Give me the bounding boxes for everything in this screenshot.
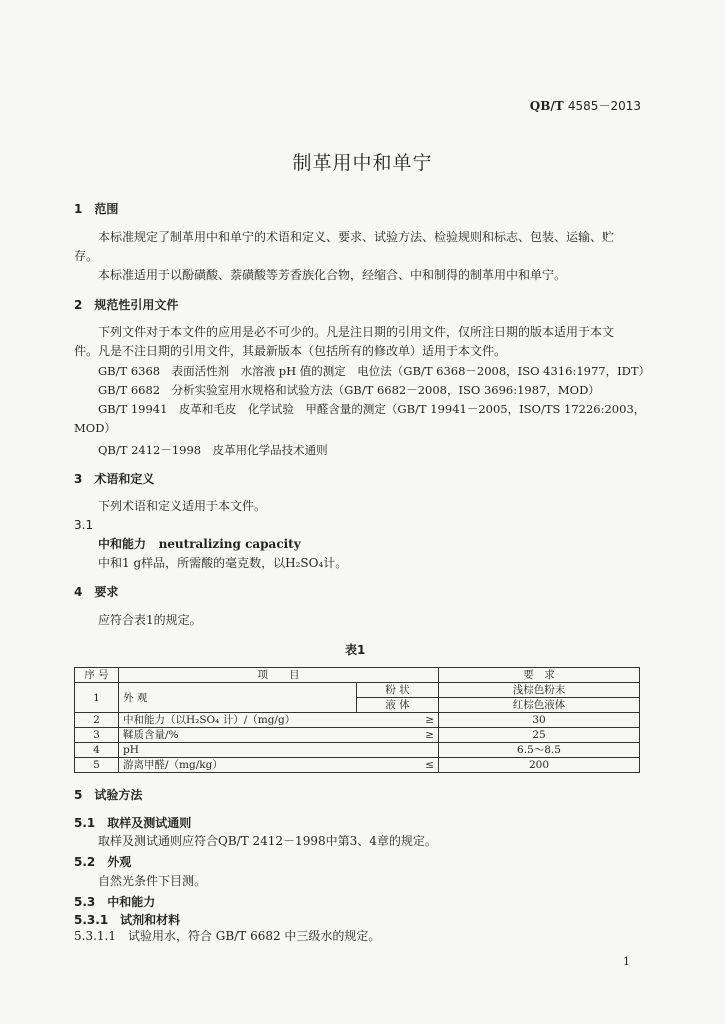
clause-5-1-para: 取样及测试通则应符合QB/T 2412－1998中第3、4章的规定。 bbox=[98, 834, 437, 848]
clause-5-1-heading: 5.1 取样及测试通则 bbox=[74, 816, 192, 830]
table-cell: 25 bbox=[439, 728, 640, 743]
table-cell bbox=[119, 758, 439, 773]
header-cell: 要 求 bbox=[439, 668, 640, 683]
header-cell: 项 目 bbox=[119, 668, 439, 683]
section-3-heading: 3 术语和定义 bbox=[74, 472, 155, 486]
table-cell: 浅棕色粉末 bbox=[439, 683, 640, 698]
reference-item: GB/T 6682 分析实验室用水规格和试验方法（GB/T 6682－2008，ISO 3696:1987，MOD） bbox=[98, 383, 600, 397]
reference-item: GB/T 19941 皮革和毛皮 化学试验 甲醛含量的测定（GB/T 19941－2005，ISO/TS 17226:2003， bbox=[98, 402, 646, 416]
section-5-heading: 5 试验方法 bbox=[74, 788, 143, 802]
table-cell bbox=[119, 743, 439, 758]
table-cell: 5 bbox=[75, 758, 119, 773]
term-definition-title bbox=[98, 534, 301, 554]
table-cell: 4 bbox=[75, 743, 119, 758]
section-2-heading: 2 规范性引用文件 bbox=[74, 298, 179, 312]
section-4-para: 应符合表1的规定。 bbox=[98, 613, 202, 627]
term-chinese: 中和能力 bbox=[98, 537, 147, 551]
section-4-heading: 4 要求 bbox=[74, 585, 119, 599]
table-row bbox=[75, 743, 640, 758]
table-row bbox=[75, 713, 640, 728]
table-row bbox=[75, 683, 640, 698]
item-label: 鞣质含量/% bbox=[123, 729, 179, 741]
table-cell: 30 bbox=[439, 713, 640, 728]
reference-item: QB/T 2412－1998 皮革用化学品技术通则 bbox=[98, 443, 328, 457]
table-cell: 粉 状 bbox=[357, 683, 439, 698]
section-3-para: 下列术语和定义适用于本文件。 bbox=[98, 499, 267, 513]
term-english: neutralizing capacity bbox=[158, 537, 301, 551]
clause-5-3-1-heading: 5.3.1 试剂和材料 bbox=[74, 913, 181, 927]
clause-5-2-para: 自然光条件下目测。 bbox=[98, 874, 207, 888]
reference-item-cont: MOD） bbox=[74, 421, 116, 435]
document-title: 制革用中和单宁 bbox=[292, 152, 433, 174]
table-cell bbox=[119, 728, 439, 743]
item-label: pH bbox=[123, 744, 139, 756]
item-label: 中和能力（以H₂SO₄ 计）/（mg/g） bbox=[123, 714, 296, 726]
comparison-operator: ≥ bbox=[425, 714, 434, 726]
section-1-para-1-cont: 存。 bbox=[74, 249, 99, 263]
table-cell: 红棕色液体 bbox=[439, 698, 640, 713]
reference-item: GB/T 6368 表面活性剂 水溶液 pH 值的测定 电位法（GB/T 6368－2008，ISO 4316:1977，IDT） bbox=[98, 364, 651, 378]
table-cell: 外 观 bbox=[119, 683, 357, 713]
section-1-para-2: 本标准适用于以酚磺酸、萘磺酸等芳香族化合物，经缩合、中和制得的制革用中和单宁。 bbox=[98, 268, 567, 282]
table-row bbox=[75, 728, 640, 743]
clause-number: 3.1 bbox=[74, 518, 94, 532]
table-cell: 2 bbox=[75, 713, 119, 728]
table-cell: 6.5～8.5 bbox=[439, 743, 640, 758]
section-2-para-1-cont: 件。凡是不注日期的引用文件，其最新版本（包括所有的修改单）适用于本文件。 bbox=[74, 344, 507, 358]
page-number: 1 bbox=[623, 955, 630, 968]
standard-number: 4585－2013 bbox=[567, 99, 641, 113]
standard-code bbox=[530, 97, 641, 114]
table-cell: 1 bbox=[75, 683, 119, 713]
clause-5-3-1-1-para: 5.3.1.1 试验用水，符合 GB/T 6682 中三级水的规定。 bbox=[74, 929, 381, 943]
table-cell: 200 bbox=[439, 758, 640, 773]
table-cell: 液 体 bbox=[357, 698, 439, 713]
item-label: 游离甲醛/（mg/kg） bbox=[123, 759, 223, 771]
section-1-para-1: 本标准规定了制革用中和单宁的术语和定义、要求、试验方法、检验规则和标志、包装、运输、贮 bbox=[98, 230, 615, 244]
clause-5-3-heading: 5.3 中和能力 bbox=[74, 895, 156, 909]
term-definition: 中和1 g样品，所需酸的毫克数，以H₂SO₄计。 bbox=[98, 556, 348, 570]
clause-5-2-heading: 5.2 外观 bbox=[74, 855, 132, 869]
table-row bbox=[75, 758, 640, 773]
section-2-para-1: 下列文件对于本文件的应用是必不可少的。凡是注日期的引用文件，仅所注日期的版本适用于本文 bbox=[98, 325, 615, 339]
header-cell: 序 号 bbox=[75, 668, 119, 683]
comparison-operator: ≤ bbox=[425, 759, 434, 771]
requirements-table bbox=[74, 667, 640, 773]
comparison-operator: ≥ bbox=[425, 729, 434, 741]
standard-prefix: QB/T bbox=[529, 99, 564, 113]
table-header-row bbox=[75, 668, 640, 683]
table-caption: 表1 bbox=[345, 643, 366, 657]
table-cell bbox=[119, 713, 439, 728]
table-cell: 3 bbox=[75, 728, 119, 743]
section-1-heading: 1 范围 bbox=[74, 202, 119, 216]
